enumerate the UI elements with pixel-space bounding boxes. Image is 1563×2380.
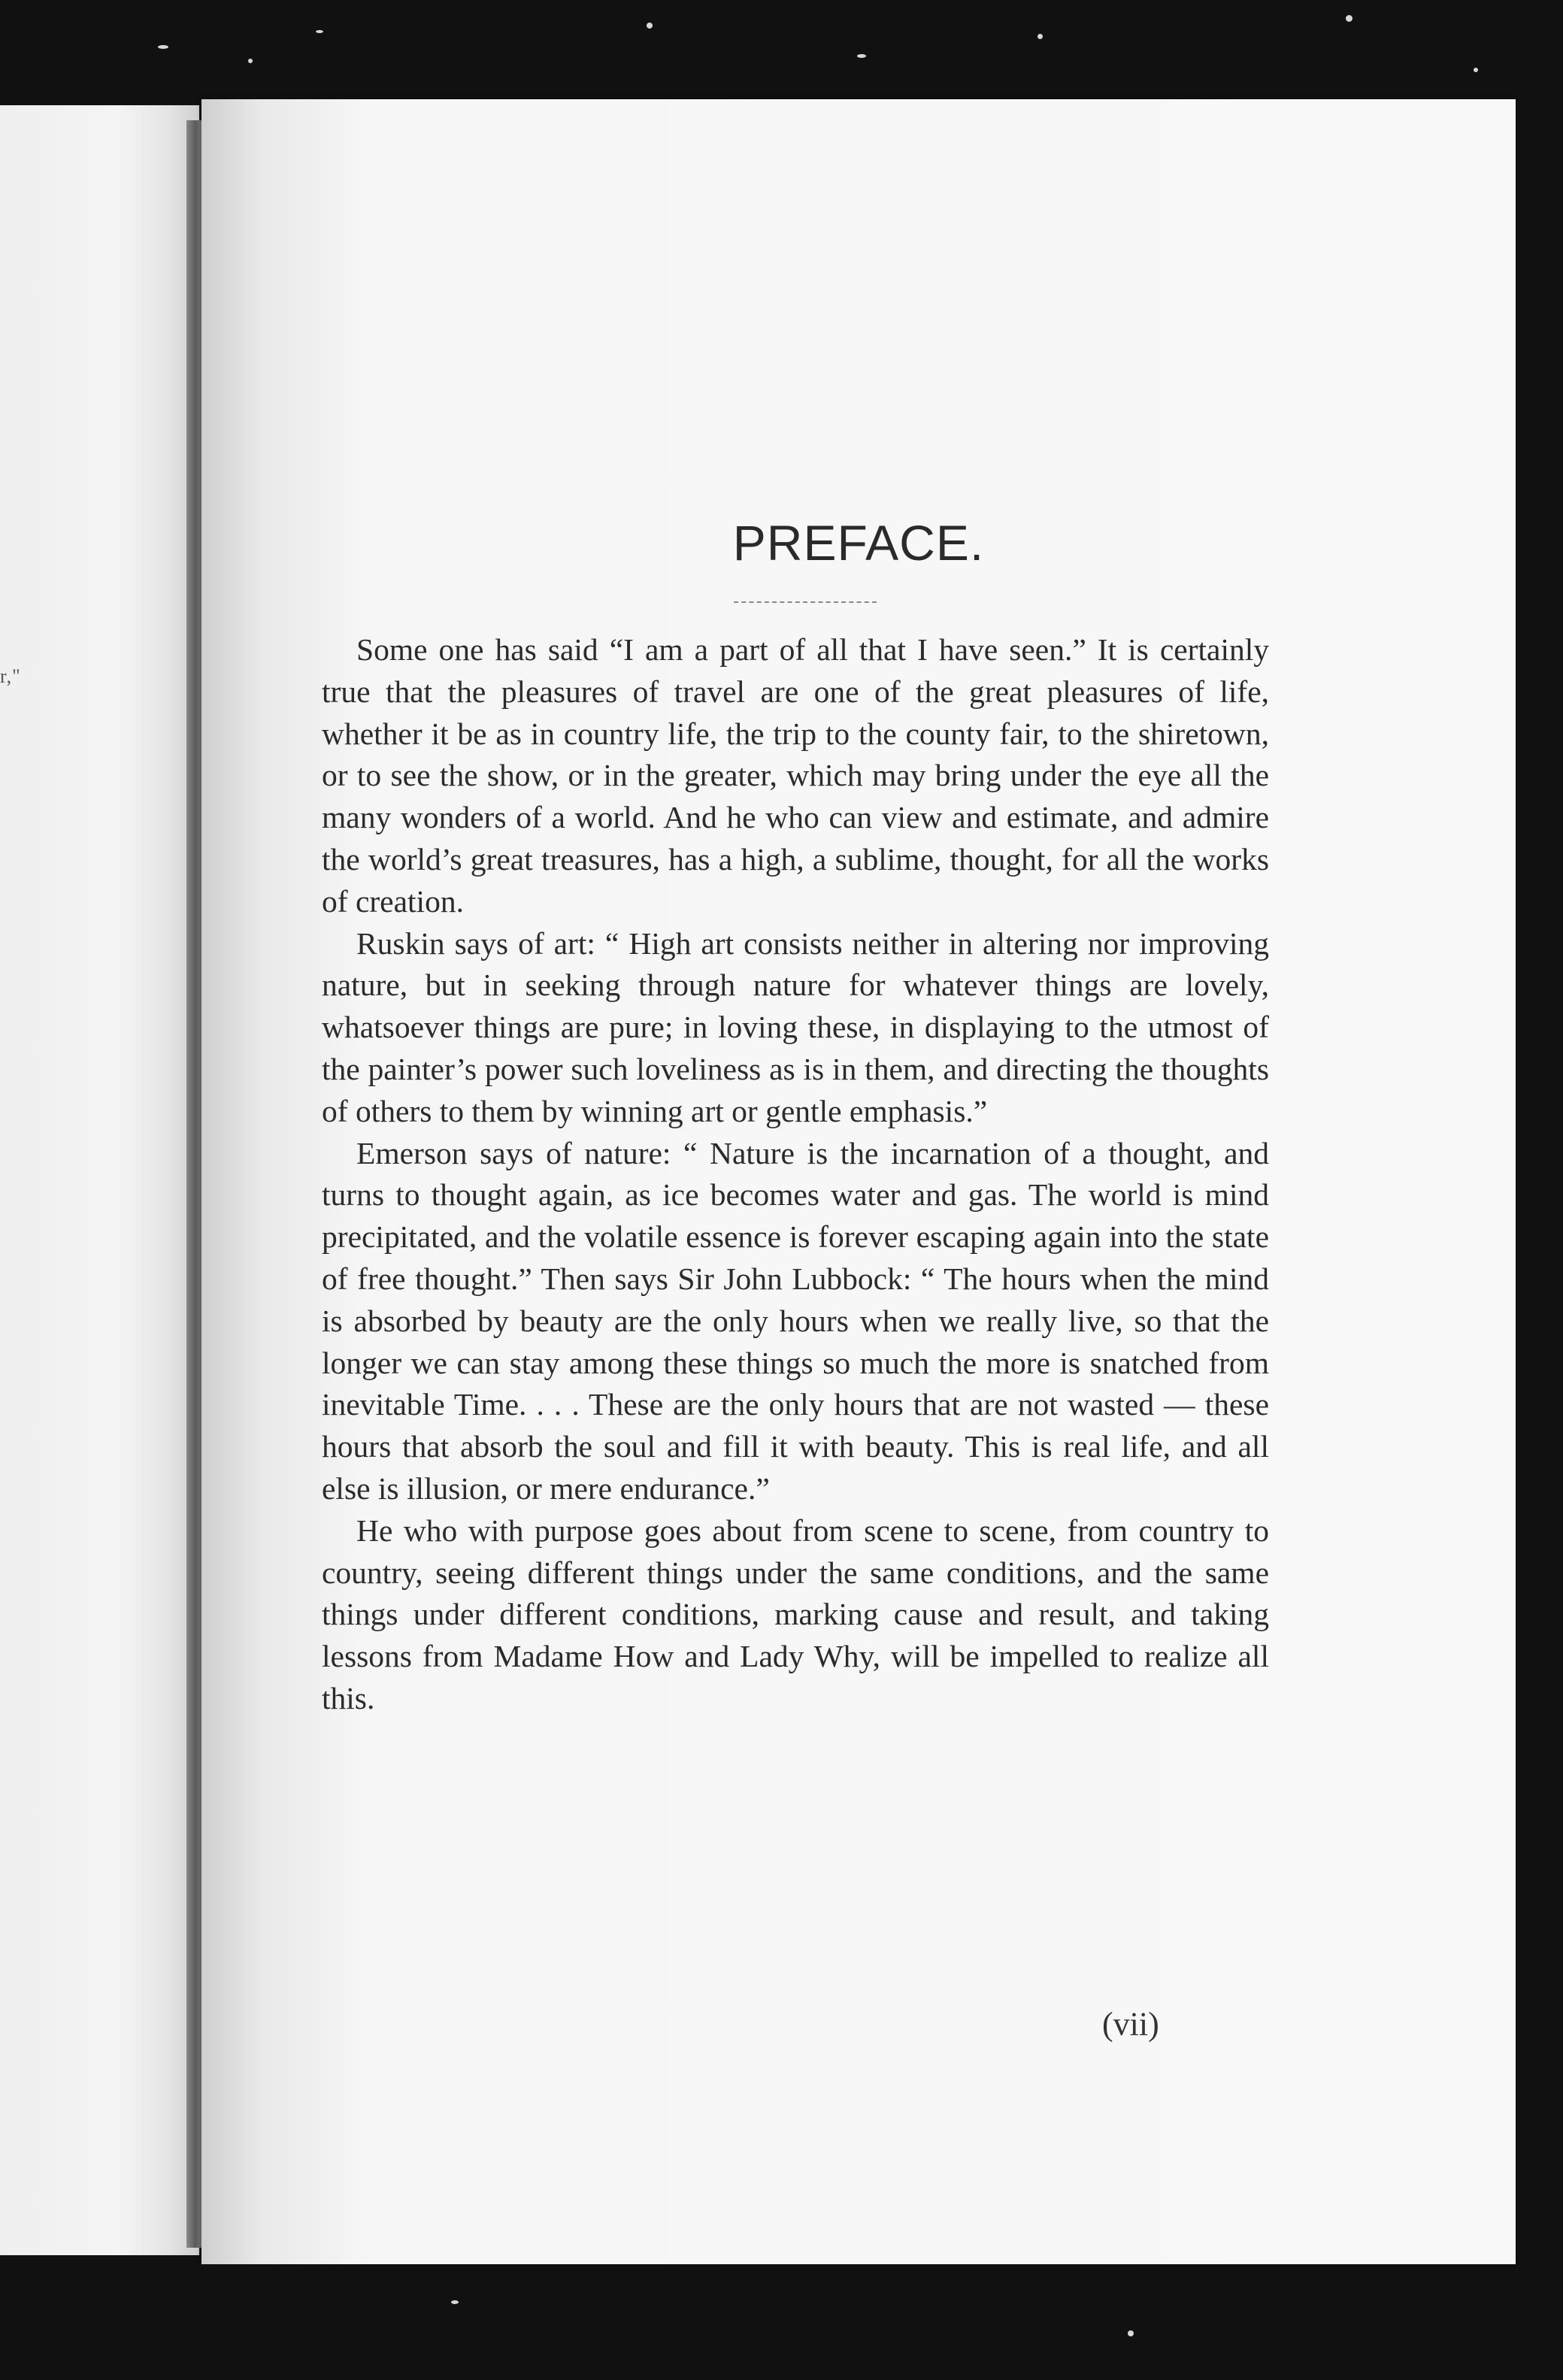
previous-page-edge — [0, 105, 199, 2255]
scan-speck — [1128, 2330, 1134, 2336]
scan-speck — [248, 59, 253, 63]
scan-speck — [1346, 15, 1352, 22]
paragraph-3: Emerson says of nature: “ Nature is the incarnation of a thought, and turns to thought again, as ice becomes water and gas. The world is mind precipitated, and the volatile essence is forever escaping again into the state of free thought.” Then says Sir John Lubbock: “ The hours when the mind is absorbed by beauty are the only hours when we really live, so that the longer we can stay among these things so much the more is snatched from inevitable Time. . . . These are the only hours that are not wasted — these hours that absorb the soul and fill it with beauty. This is real life, and all else is illusion, or mere endurance.” — [322, 1135, 1269, 1506]
preface-body — [322, 629, 1269, 1720]
page-title: PREFACE. — [732, 515, 985, 571]
scan-speck — [1474, 68, 1478, 72]
book-page — [201, 99, 1516, 2264]
previous-page-text-fragment: r," — [0, 665, 21, 687]
scan-speck — [857, 54, 866, 58]
scan-speck — [316, 30, 323, 33]
paragraph-2: Ruskin says of art: “ High art consists neither in altering nor improving nature, but in seeking through nature for whatever things are lovely, whatsoever things are pure; in loving these, in displaying to the utmost of the painter’s power such loveliness as is in them, and directing the thoughts of others to them by winning art or gentle emphasis.” — [322, 925, 1269, 1128]
paragraph-1: Some one has said “I am a part of all that I have seen.” It is certainly true that the pleasures of travel are one of the great pleasures of life, whether it be as in country life, the trip to the county fair, to the shiretown, or to see the show, or in the greater, which may bring under the eye all the many wonders of a world. And he who can view and estimate, and admire the world’s great treasures, has a high, a sublime, thought, for all the works of creation. — [322, 632, 1269, 919]
paragraph-4: He who with purpose goes about from scene to scene, from country to country, seeing different things under the same conditions, and the same things under different conditions, marking cause and result, and taking lessons from Madame How and Lady Why, will be impelled to realize all this. — [322, 1512, 1269, 1715]
page-number: (vii) — [1102, 2006, 1159, 2042]
scan-speck — [451, 2300, 459, 2304]
title-divider — [734, 601, 877, 603]
scan-speck — [647, 23, 653, 29]
scan-speck — [158, 45, 168, 49]
scan-speck — [1037, 34, 1043, 39]
